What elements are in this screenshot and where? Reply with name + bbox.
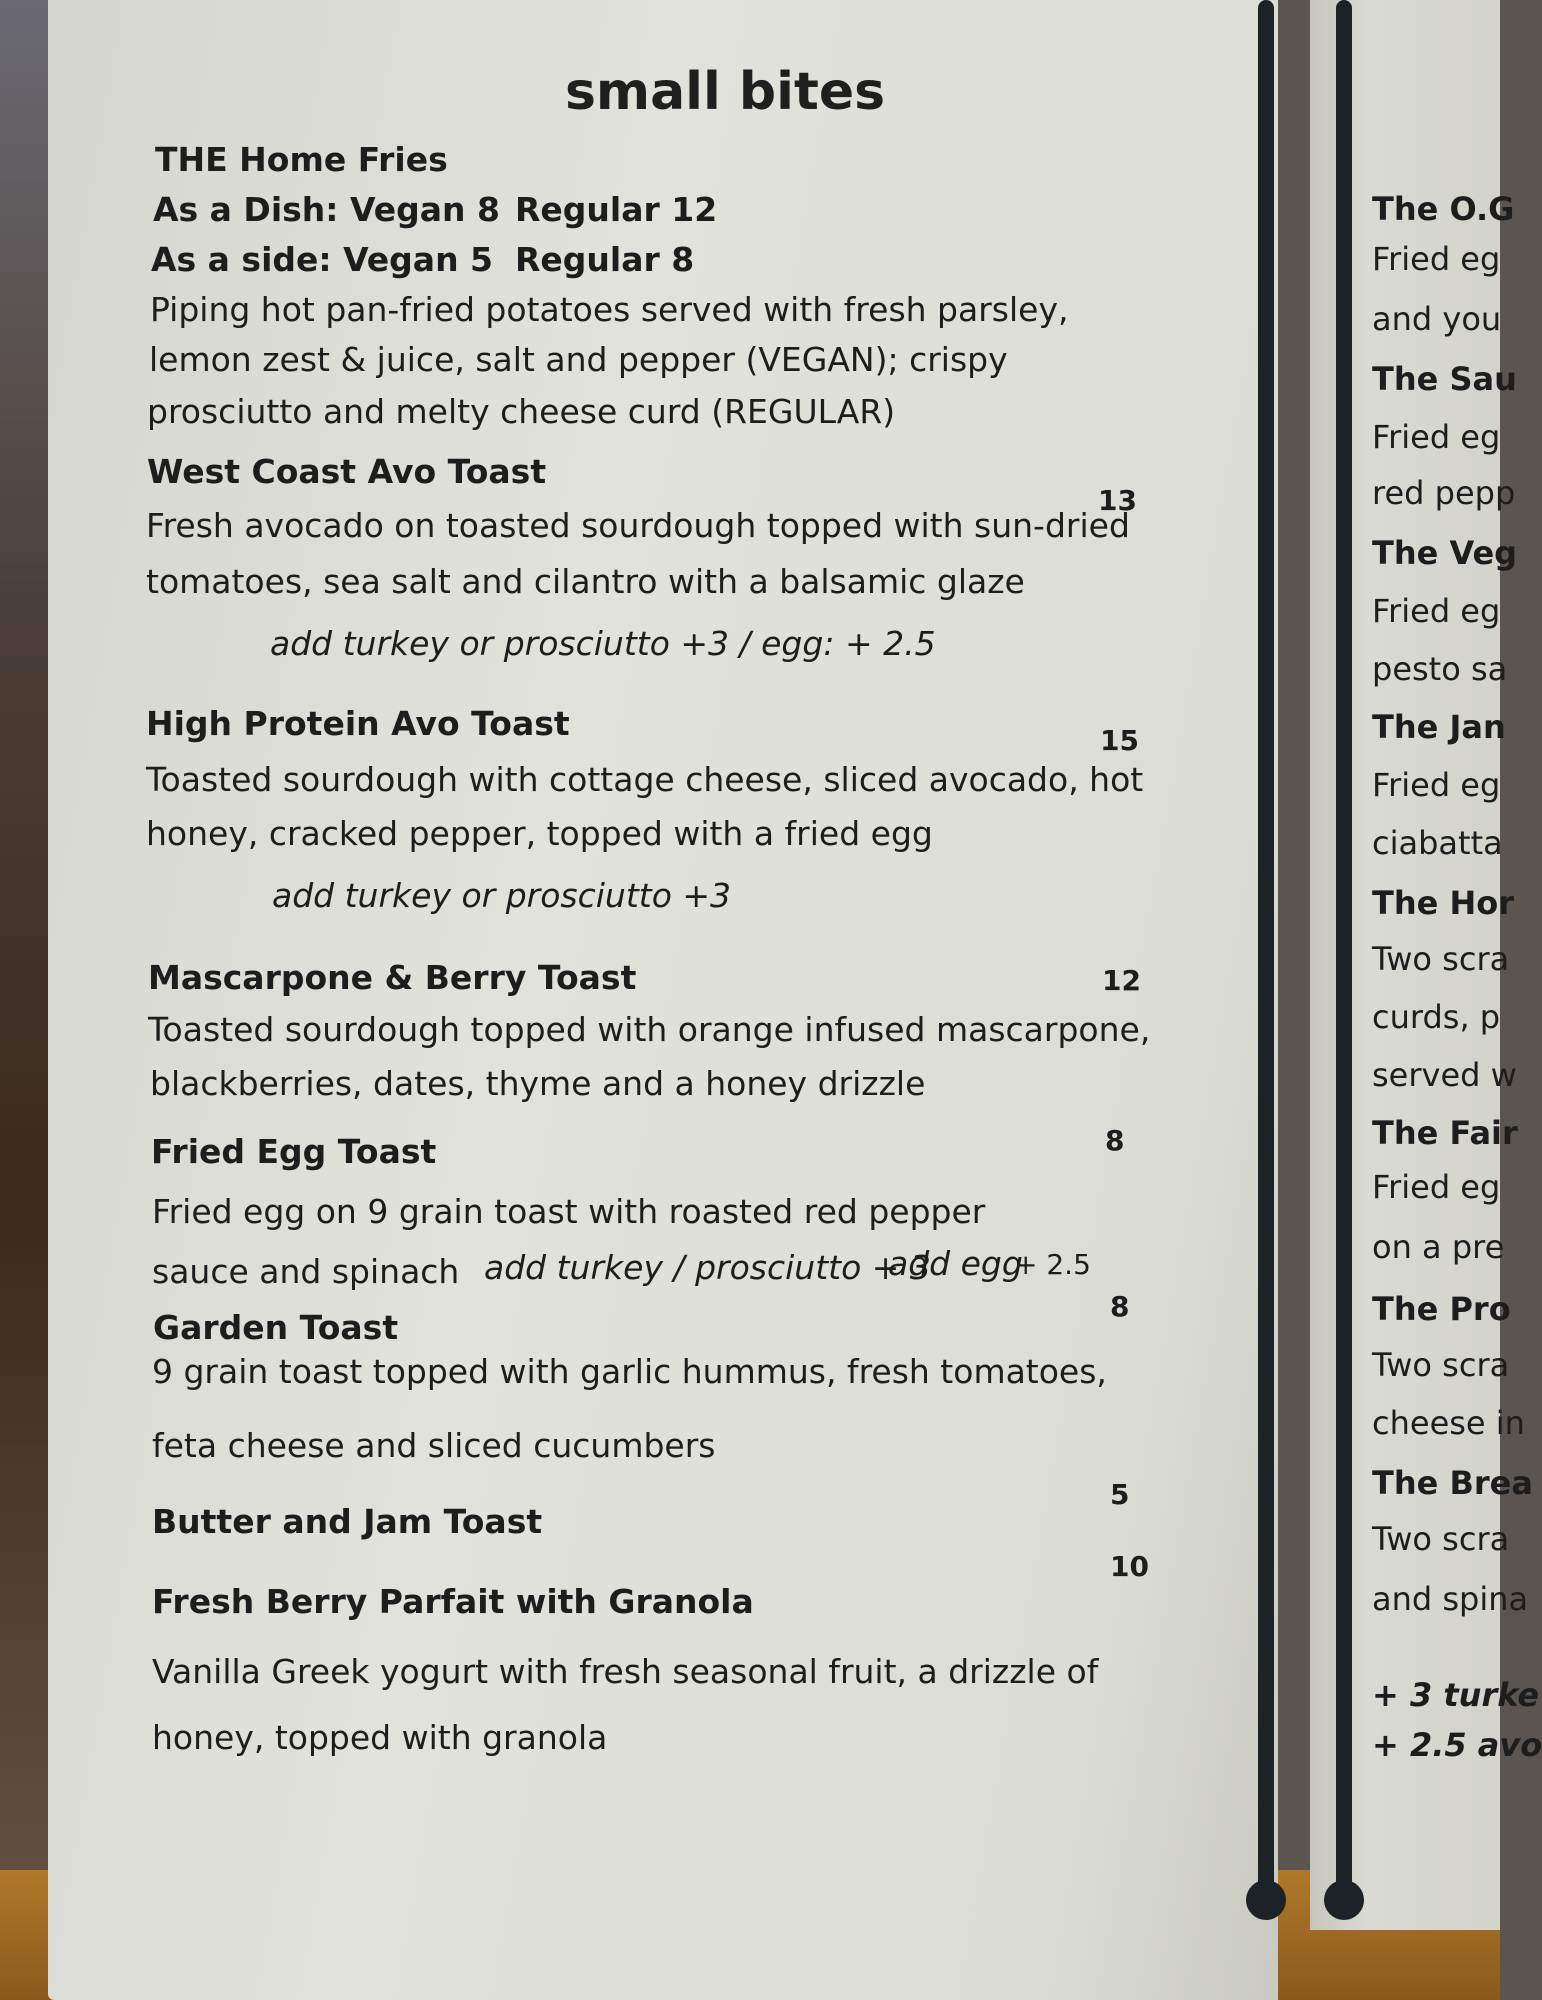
item-addon: add turkey / prosciutto + 3: [484, 1248, 931, 1287]
item-addon-egg-price: + 2.5: [1014, 1248, 1091, 1281]
item-description: Toasted sourdough topped with orange infused mascarpone,: [148, 1010, 1151, 1049]
item-price: 8: [1105, 1124, 1125, 1157]
item-name: THE Home Fries: [155, 140, 448, 179]
next-page-line: The Brea: [1372, 1464, 1533, 1502]
item-name: Fresh Berry Parfait with Granola: [152, 1582, 754, 1621]
item-addon-egg: add egg: [888, 1244, 1023, 1283]
next-page-line: pesto sa: [1372, 650, 1508, 688]
side-regular-price: Regular 8: [515, 240, 695, 279]
item-description: honey, cracked pepper, topped with a fried egg: [146, 814, 933, 853]
item-description: Vanilla Greek yogurt with fresh seasonal fruit, a drizzle of: [152, 1652, 1099, 1691]
next-page-line: and spina: [1372, 1580, 1529, 1618]
next-page-line: Fried eg: [1372, 592, 1501, 630]
next-page-line: Two scra: [1372, 940, 1510, 978]
item-addon: add turkey or prosciutto +3 / egg: + 2.5: [270, 624, 936, 663]
item-price: 12: [1102, 964, 1141, 997]
item-description: tomatoes, sea salt and cilantro with a balsamic glaze: [146, 562, 1025, 601]
item-name: High Protein Avo Toast: [146, 704, 570, 743]
item-description: Fresh avocado on toasted sourdough topped with sun-dried: [146, 506, 1130, 545]
next-page-line: The Hor: [1372, 884, 1514, 922]
item-name: Garden Toast: [153, 1308, 399, 1347]
binder-ring-left: [1258, 0, 1274, 1910]
next-page-line: The Sau: [1372, 360, 1517, 398]
dish-vegan-price: As a Dish: Vegan 8: [153, 190, 500, 229]
item-price: 8: [1110, 1290, 1130, 1323]
item-name: Mascarpone & Berry Toast: [148, 958, 637, 997]
item-name: Fried Egg Toast: [151, 1132, 437, 1171]
item-description: sauce and spinach: [152, 1252, 460, 1291]
next-page-line: curds, p: [1372, 998, 1501, 1036]
next-page-line: The Pro: [1372, 1290, 1511, 1328]
item-description: feta cheese and sliced cucumbers: [152, 1426, 716, 1465]
next-page-line: Two scra: [1372, 1520, 1510, 1558]
next-page-line: + 2.5 avo: [1372, 1726, 1542, 1764]
item-addon: add turkey or prosciutto +3: [272, 876, 732, 915]
next-page-line: Fried eg: [1372, 1168, 1501, 1206]
item-name: Butter and Jam Toast: [152, 1502, 543, 1541]
next-page-line: The Veg: [1372, 534, 1518, 572]
item-price: 15: [1100, 724, 1139, 757]
next-page-line: The Jan: [1372, 708, 1506, 746]
side-vegan-price: As a side: Vegan 5: [151, 240, 494, 279]
next-page-line: Fried eg: [1372, 766, 1501, 804]
next-page-line: cheese in: [1372, 1404, 1525, 1442]
item-name: West Coast Avo Toast: [147, 452, 547, 491]
next-page-line: on a pre: [1372, 1228, 1505, 1266]
binder-ring-end: [1324, 1880, 1364, 1920]
item-description: honey, topped with granola: [152, 1718, 608, 1757]
next-page-line: Fried eg: [1372, 240, 1501, 278]
item-description: Fried egg on 9 grain toast with roasted red pepper: [152, 1192, 986, 1231]
item-price: 13: [1098, 484, 1137, 517]
next-page-line: served w: [1372, 1056, 1517, 1094]
next-page-line: Two scra: [1372, 1346, 1510, 1384]
item-description: Toasted sourdough with cottage cheese, sliced avocado, hot: [146, 760, 1144, 799]
binder-ring-end: [1246, 1880, 1286, 1920]
binder-ring-right: [1336, 0, 1352, 1910]
item-description: 9 grain toast topped with garlic hummus, fresh tomatoes,: [152, 1352, 1107, 1391]
next-page-line: The Fair: [1372, 1114, 1518, 1152]
item-description: prosciutto and melty cheese curd (REGULAR): [147, 392, 896, 431]
next-page-line: The O.G: [1372, 190, 1515, 228]
next-page-line: + 3 turke: [1372, 1676, 1540, 1714]
next-page-line: Fried eg: [1372, 418, 1501, 456]
next-page-line: and you: [1372, 300, 1502, 338]
item-description: blackberries, dates, thyme and a honey drizzle: [150, 1064, 926, 1103]
item-price: 5: [1110, 1478, 1130, 1511]
next-page-line: ciabatta: [1372, 824, 1503, 862]
section-title: small bites: [564, 62, 886, 122]
dish-regular-price: Regular 12: [515, 190, 718, 229]
next-page-line: red pepp: [1372, 474, 1516, 512]
item-description: lemon zest & juice, salt and pepper (VEGAN); crispy: [149, 340, 1008, 379]
item-description: Piping hot pan-fried potatoes served with fresh parsley,: [150, 290, 1069, 329]
item-price: 10: [1110, 1550, 1149, 1583]
